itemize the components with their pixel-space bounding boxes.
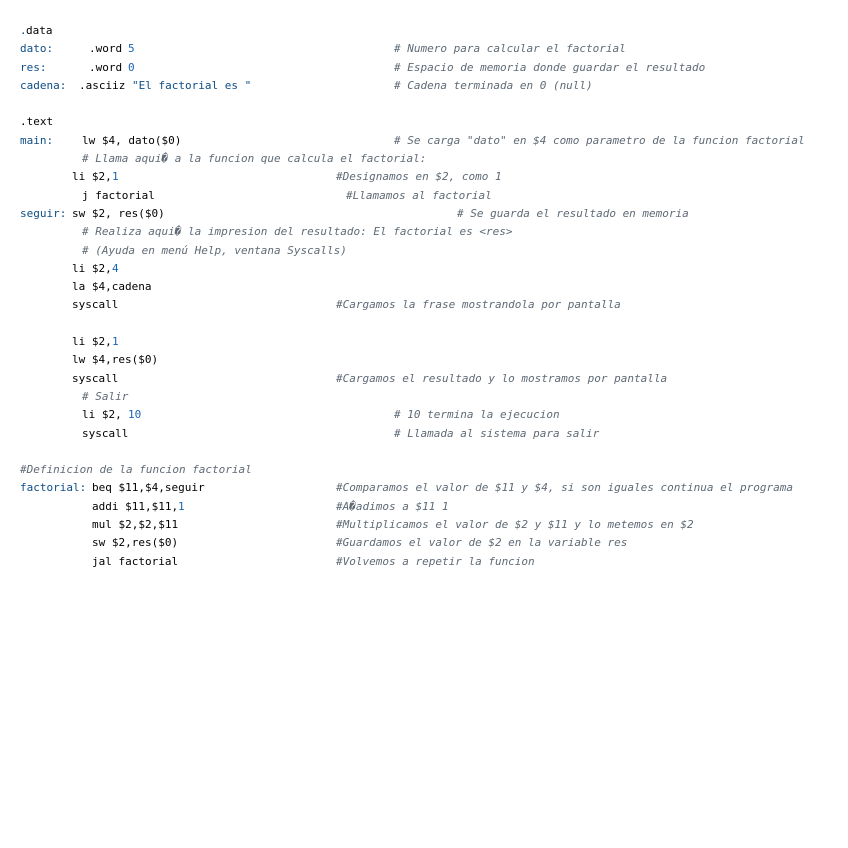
code-label: main: xyxy=(20,133,54,147)
code-comment: # Cadena terminada en 0 (null) xyxy=(394,78,593,92)
code-line[interactable] xyxy=(20,205,840,223)
code-comment: # Llamada al sistema para salir xyxy=(394,426,600,440)
code-label: res: xyxy=(20,60,47,74)
code-line[interactable] xyxy=(20,461,840,479)
code-number: 1 xyxy=(178,499,185,513)
code-label: cadena: xyxy=(20,78,67,92)
code-line[interactable] xyxy=(20,113,840,131)
code-instruction: j factorial xyxy=(82,188,155,202)
code-instruction: .asciiz xyxy=(79,78,132,92)
code-number: 5 xyxy=(128,42,135,56)
code-instruction: sw $2,res($0) xyxy=(92,536,179,550)
code-comment: #Cargamos el resultado y lo mostramos por pantalla xyxy=(336,371,668,385)
code-number: 0 xyxy=(128,60,135,74)
code-line[interactable] xyxy=(20,315,840,333)
code-line[interactable] xyxy=(20,150,840,168)
code-line[interactable] xyxy=(20,22,840,40)
code-comment: # Se guarda el resultado en memoria xyxy=(457,206,689,220)
code-comment: #Guardamos el valor de $2 en la variable res xyxy=(336,536,628,550)
code-line[interactable] xyxy=(20,498,840,516)
code-comment: # Espacio de memoria donde guardar el resultado xyxy=(394,60,706,74)
code-number: 1 xyxy=(112,335,119,349)
code-instruction: li $2, xyxy=(82,408,129,422)
code-line[interactable] xyxy=(20,278,840,296)
code-instruction: syscall xyxy=(72,371,119,385)
code-line[interactable] xyxy=(20,516,840,534)
code-comment: # 10 termina la ejecucion xyxy=(394,408,560,422)
code-line[interactable] xyxy=(20,534,840,552)
code-line[interactable] xyxy=(20,242,840,260)
code-line[interactable] xyxy=(20,370,840,388)
code-comment: # Salir xyxy=(82,389,129,403)
code-number: 1 xyxy=(112,170,119,184)
directive-dot: . xyxy=(20,24,27,37)
code-comment: # (Ayuda en menú Help, ventana Syscalls) xyxy=(82,243,347,257)
code-instruction: lw $4,res($0) xyxy=(72,353,159,367)
code-line[interactable] xyxy=(20,223,840,241)
code-line[interactable] xyxy=(20,132,840,150)
code-label: factorial: xyxy=(20,481,87,495)
code-number: 4 xyxy=(112,261,119,275)
code-number: 10 xyxy=(128,408,142,422)
code-label: seguir: xyxy=(20,206,67,220)
code-label: dato: xyxy=(20,42,54,56)
code-line[interactable] xyxy=(20,59,840,77)
code-instruction: syscall xyxy=(72,298,119,312)
code-instruction: addi $11,$11, xyxy=(92,499,179,513)
code-comment: #Cargamos la frase mostrandola por pantalla xyxy=(336,298,621,312)
code-instruction: beq $11,$4,seguir xyxy=(92,481,205,495)
code-comment: #Definicion de la funcion factorial xyxy=(20,463,252,477)
code-line[interactable] xyxy=(20,40,840,58)
code-instruction: lw $4, dato($0) xyxy=(82,133,182,147)
code-line[interactable] xyxy=(20,388,840,406)
code-comment: # Llama aqui� a la funcion que calcula el factorial: xyxy=(82,152,427,166)
code-line[interactable] xyxy=(20,260,840,278)
code-line[interactable] xyxy=(20,95,840,113)
code-line[interactable] xyxy=(20,479,840,497)
code-instruction: sw $2, res($0) xyxy=(72,206,165,220)
code-line[interactable] xyxy=(20,406,840,424)
code-comment: #Comparamos el valor de $11 y $4, si son iguales continua el programa xyxy=(336,481,793,495)
code-instruction: li $2, xyxy=(72,335,112,349)
code-instruction: jal factorial xyxy=(92,554,179,568)
code-instruction: .word xyxy=(89,42,129,56)
code-line[interactable] xyxy=(20,187,840,205)
directive: data xyxy=(26,24,53,37)
code-instruction: syscall xyxy=(82,426,129,440)
code-comment: #Multiplicamos el valor de $2 y $11 y lo metemos en $2 xyxy=(336,518,694,532)
code-line[interactable] xyxy=(20,425,840,443)
code-line[interactable] xyxy=(20,443,840,461)
code-line[interactable] xyxy=(20,296,840,314)
code-instruction: mul $2,$2,$11 xyxy=(92,518,179,532)
code-comment: #A�adimos a $11 1 xyxy=(336,499,449,513)
code-line[interactable] xyxy=(20,553,840,571)
directive: .text xyxy=(20,115,54,129)
code-comment: #Designamos en $2, como 1 xyxy=(336,170,502,184)
code-comment: #Llamamos al factorial xyxy=(346,188,492,202)
code-instruction: .word xyxy=(89,60,129,74)
code-comment: # Realiza aqui� la impresion del resultado: El factorial es <res> xyxy=(82,225,513,239)
code-line[interactable] xyxy=(20,77,840,95)
code-instruction: li $2, xyxy=(72,261,112,275)
code-string: "El factorial es " xyxy=(132,78,252,92)
code-line[interactable] xyxy=(20,168,840,186)
code-comment: # Se carga "dato" en $4 como parametro de la funcion factorial xyxy=(394,133,805,147)
code-line[interactable] xyxy=(20,351,840,369)
code-comment: # Numero para calcular el factorial xyxy=(394,42,626,56)
code-comment: #Volvemos a repetir la funcion xyxy=(336,554,535,568)
code-instruction: li $2, xyxy=(72,170,112,184)
code-instruction: la $4,cadena xyxy=(72,280,152,294)
code-editor[interactable] xyxy=(20,22,840,571)
code-line[interactable] xyxy=(20,333,840,351)
